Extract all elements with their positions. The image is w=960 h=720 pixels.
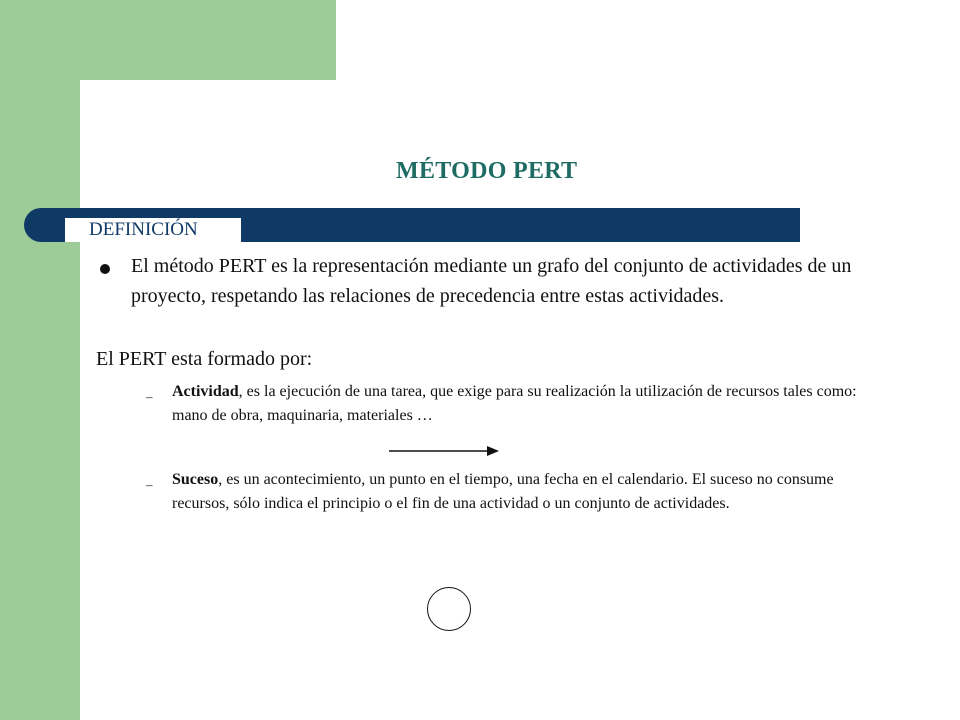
- list-item-actividad: [172, 380, 892, 428]
- circle-node-icon: [427, 587, 471, 631]
- item-text: , es un acontecimiento, un punto en el tiempo, una fecha en el calendario. El suceso no consume recursos, sólo indica el principio o el fin de una actividad o un conjunto de actividades.: [172, 471, 834, 512]
- green-top-band: [0, 0, 336, 80]
- definition-paragraph: El método PERT es la representación mediante un grafo del conjunto de actividades de un proyecto, respetando las relaciones de precedencia entre estas actividades.: [131, 255, 852, 307]
- list-item-suceso: [172, 468, 892, 516]
- item-term: Actividad: [172, 383, 239, 400]
- dash-marker: –: [146, 477, 153, 492]
- content-corner: [80, 80, 170, 170]
- green-side-strip: [0, 0, 80, 720]
- arrow-right-icon: [388, 441, 500, 461]
- arrow-head: [487, 446, 499, 456]
- slide-title: MÉTODO PERT: [396, 158, 578, 184]
- section-label: DEFINICIÓN: [65, 218, 241, 242]
- item-text: , es la ejecución de una tarea, que exige para su realización la utilización de recursos tales como: mano de obra, maquinaria, materiales …: [172, 383, 857, 424]
- item-term: Suceso: [172, 471, 219, 488]
- subheading: El PERT esta formado por:: [96, 348, 313, 370]
- bullet-dot-icon: [100, 264, 110, 274]
- dash-marker: –: [146, 389, 153, 404]
